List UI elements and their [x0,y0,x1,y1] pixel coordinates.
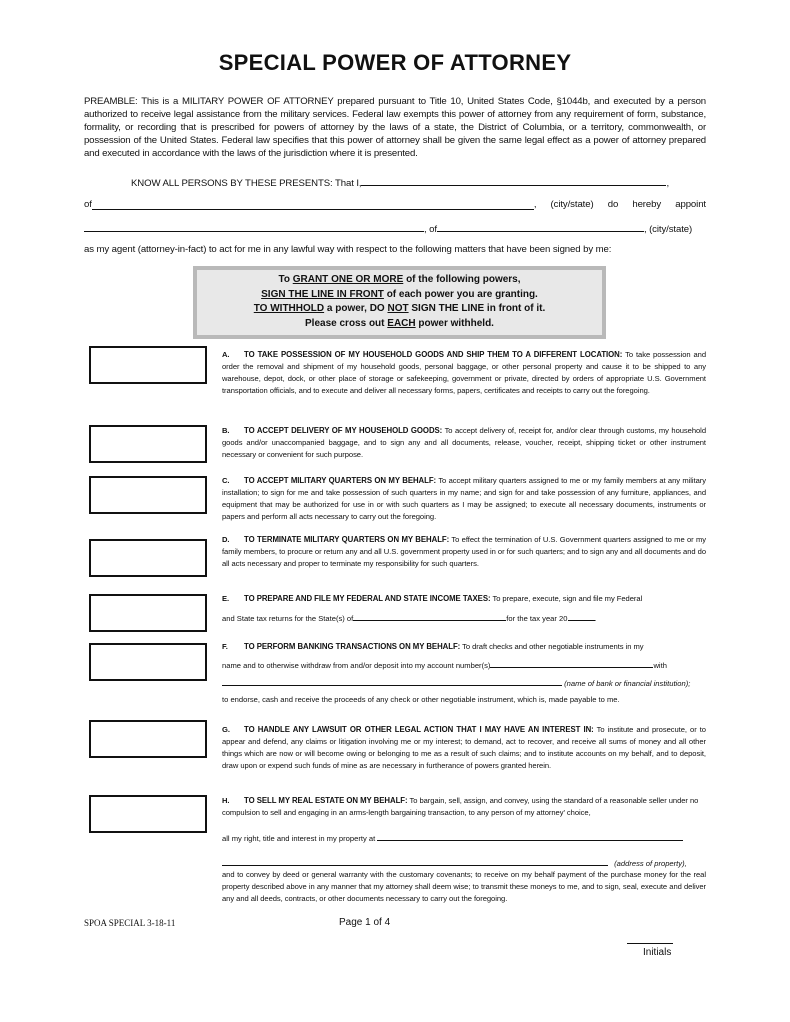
signature-box-a[interactable] [89,346,207,384]
signature-box-h[interactable] [89,795,207,833]
agent-line [84,221,692,235]
preamble: PREAMBLE: This is a MILITARY POWER OF ATTORNEY prepared pursuant to Title 10, United States Code, §1044b, and executed by a person authorized to receive legal assistance from the military services. Federal law exempts this power of attorney from any requirement of form, substance, formality, or recording that is prescribed for powers of attorney by the laws of a state, the District of Columbia, or a territory, commonwealth, or possession of the United States. Federal law specifies that this power of attorney shall be given the same legal effect as a power of attorney prepared and executed in accordance with the laws of the jurisdiction where it is presented. [84,96,706,159]
appoint-text: , (city/state) do hereby appoint [533,199,706,210]
know-all-line [131,175,669,189]
principal-name-field[interactable] [361,175,666,186]
agent-name-field[interactable] [84,221,424,232]
convey-text: and to convey by deed or general warranty with the customary covenants; to receive on my behalf payment of the purchase money for the real property described above in any manner that my attorney shall deem wise; to transmit these moneys to me, and to sign, seal, execute and deliver any and all deeds, contracts, or other documents necessary to carry out the foregoing. [222,870,706,903]
power-section-f: F. TO PERFORM BANKING TRANSACTIONS ON MY BEHALF: To draft checks and other negotiable instruments in my [222,642,644,651]
signature-box-e[interactable] [89,594,207,632]
principal-city-field[interactable] [92,199,534,210]
principal-city-line [84,199,706,210]
comma: , [666,178,670,189]
of-label: of [84,199,92,210]
agent-statement: as my agent (attorney-in-fact) to act for me in any lawful way with respect to the following matters that have been signed by me: [84,244,612,255]
signature-box-b[interactable] [89,425,207,463]
tax-line: and State tax returns for the State(s) of for the tax year 20 . [222,614,597,623]
signature-box-g[interactable] [89,720,207,758]
power-section-d: D. TO TERMINATE MILITARY QUARTERS ON MY BEHALF: To effect the termination of U.S. Government quarters assigned to me or my family members, to procure or return any and all U.S. government property used in or for such quarters; and to sign any and all documents and do all acts necessary and proper to terminate my responsibility for such quarters. [222,535,707,568]
page-number: Page 1 of 4 [339,917,391,928]
bank-line: (name of bank or financial institution); [222,677,690,688]
tax-year-field[interactable] [568,612,595,621]
know-all-text: KNOW ALL PERSONS BY THESE PRESENTS: That I, [131,178,362,189]
endorse-line: to endorse, cash and receive the proceeds of any check or other negotiable instrument, which is, made payable to me. [222,695,620,704]
account-number-field[interactable] [490,659,653,668]
power-section-h: H. TO SELL MY REAL ESTATE ON MY BEHALF: To bargain, sell, assign, and convey, using the standard of a reasonable seller under no compulsion to sell and engaging in an arms-length bargaining transaction, to any person of my attorney' choice, [222,796,699,817]
account-line: name and to otherwise withdraw from and/or deposit into my account number(s) with [222,661,667,670]
document-title: SPECIAL POWER OF ATTORNEY [218,50,572,75]
signature-box-c[interactable] [89,476,207,514]
signature-box-f[interactable] [89,643,207,681]
property-address-field-2[interactable] [222,857,608,866]
form-id: SPOA SPECIAL 3-18-11 [84,918,176,928]
power-section-c: C. TO ACCEPT MILITARY QUARTERS ON MY BEHALF: To accept military quarters assigned to me or my family members at any military installation; to sign for me and take possession of such quarters in my name; and sign for and take possession of any furniture, appliances, and equipment that may be authorized for use in or with such quarters as I may be assigned; to execute all necessary documents, instruments or papers and perform all acts necessary to carry out the foregoing. [222,476,706,521]
power-section-e: E. TO PREPARE AND FILE MY FEDERAL AND STATE INCOME TAXES: To prepare, execute, sign and file my Federal [222,594,643,603]
power-section-g: G. TO HANDLE ANY LAWSUIT OR OTHER LEGAL ACTION THAT I MAY HAVE AN INTEREST IN: To institute and prosecute, or to appear and defend, any claims or litigation involving me or my interest; to demand, act to recover, and receive all sums of money and all other things which are now or will become owing or belonging to me as a result of such claims; and to institute accounts on my behalf, and to deposit, draw upon or expend such funds of mine as are necessary in furtherance of powers granted herein. [222,725,706,770]
property-address-line: (address of property), [222,857,687,868]
city-state-label: , (city/state) [643,224,693,235]
initials-field[interactable] [627,943,673,944]
property-address-field[interactable] [377,832,683,841]
agent-city-field[interactable] [437,221,644,232]
initials-label: Initials [643,947,672,958]
instructions-box: To GRANT ONE OR MORE of the following powers, SIGN THE LINE IN FRONT of each power you are granting. TO WITHHOLD a power, DO NOT SIGN THE LINE in front of it. Please cross out EACH power withheld. [193,266,606,339]
of-label: , of [424,224,437,235]
signature-box-d[interactable] [89,539,207,577]
tax-state-field[interactable] [353,612,506,621]
power-section-a: A. TO TAKE POSSESSION OF MY HOUSEHOLD GOODS AND SHIP THEM TO A DIFFERENT LOCATION: To take possession and order the removal and shipment of my household goods, personal baggage, or other personal property and cause it to be shipped to any warehouse, depot, dock, or other place of storage or safekeeping, government or private, directed by orders of appropriate U.S. Government transportation officials, and to execute and deliver all necessary forms, papers, certificates and receipts to carry out the foregoing. [222,350,707,395]
power-section-b: B. TO ACCEPT DELIVERY OF MY HOUSEHOLD GOODS: To accept delivery of, receipt for, and/or clear through customs, my household goods and/or unaccompanied baggage, and to sign any and all documents, release, voucher, receipt, shipping ticket or other instrument necessary or convenient for such purpose. [222,426,706,459]
property-line: all my right, title and interest in my property at [222,832,683,843]
bank-name-field[interactable] [222,677,562,686]
